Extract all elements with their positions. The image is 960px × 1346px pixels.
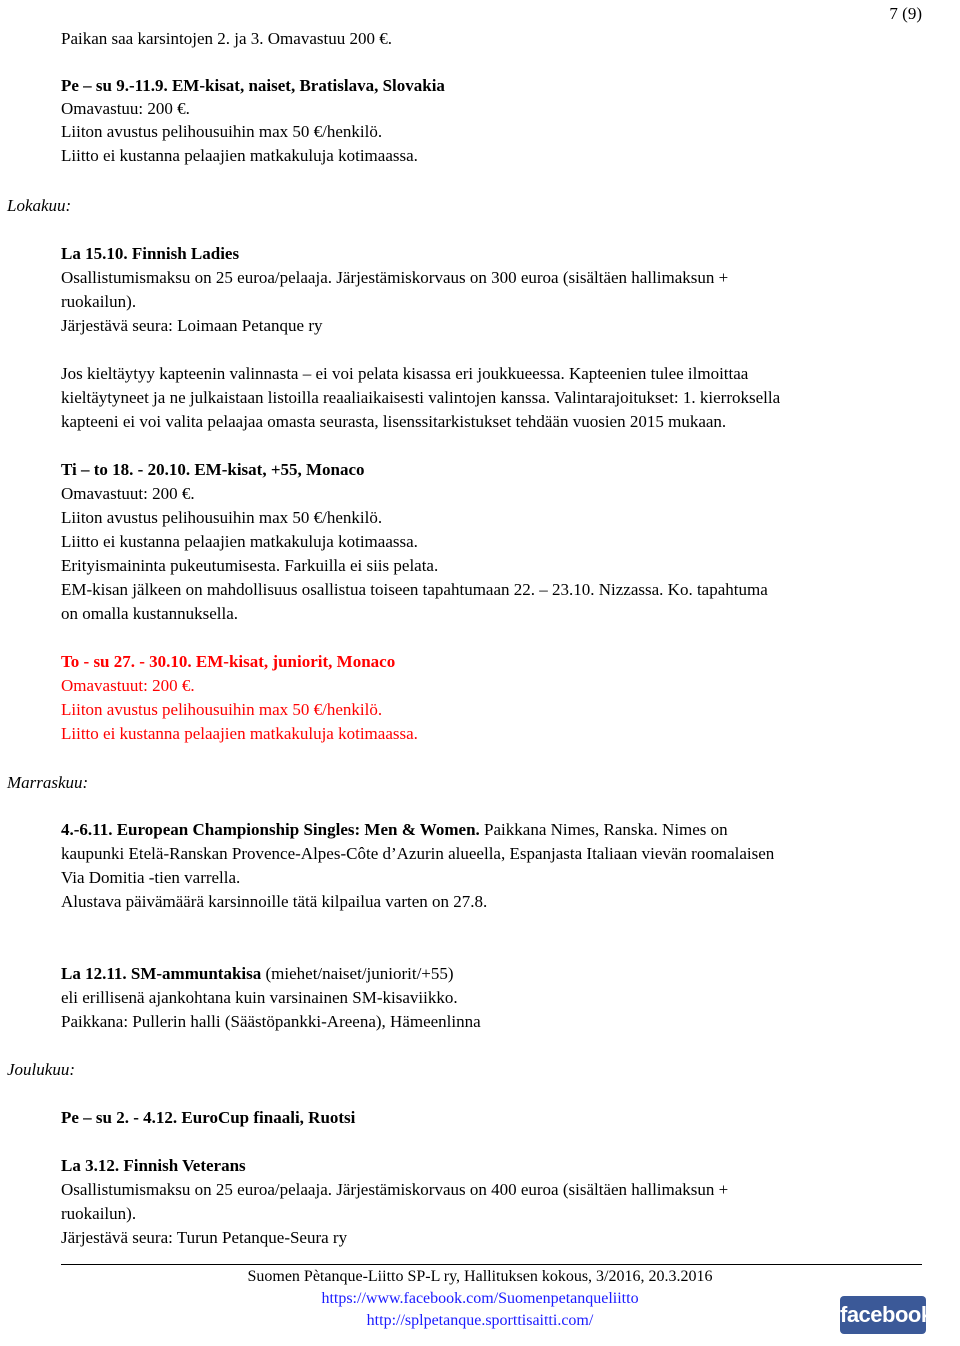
facebook-badge-icon[interactable]: facebook xyxy=(840,1296,926,1334)
text-line: EM-kisan jälkeen on mahdollisuus osallistua toiseen tapahtumaan 22. – 23.10. Nizzassa. Ko. tapahtuma xyxy=(61,580,768,599)
text-line: kieltäytyneet ja ne julkaistaan listoilla reaaliaikaisesti valintojen kanssa. Valintarajoitukset: 1. kierroksella xyxy=(61,388,781,407)
event-title-rest: (miehet/naiset/juniorit/+55) xyxy=(261,964,454,983)
footer-divider xyxy=(61,1264,922,1265)
event-title-rest: Paikkana Nimes, Ranska. Nimes on xyxy=(479,820,728,839)
text-line: Liitto ei kustanna pelaajien matkakuluja kotimaassa. xyxy=(61,146,418,165)
text-line: ruokailun). xyxy=(61,1204,137,1223)
event-title xyxy=(61,243,239,265)
event-title-text: Ti – to 18. - 20.10. EM-kisat, +55, Monaco xyxy=(61,460,365,479)
event-title xyxy=(61,459,365,481)
text-line: kapteeni ei voi valita pelaajaa omasta seurasta, lisenssitarkistukset tehdään vuosien 2015 mukaan. xyxy=(61,412,727,431)
text-line: Via Domitia -tien varrella. xyxy=(61,868,241,887)
event-title xyxy=(61,75,445,97)
section-label-marraskuu: Marraskuu: xyxy=(7,773,89,792)
text-line: Omavastuut: 200 €. xyxy=(61,484,195,503)
text-line: Omavastuu: 200 €. xyxy=(61,99,190,118)
text-line: Liitto ei kustanna pelaajien matkakuluja kotimaassa. xyxy=(61,724,418,743)
text-line: Omavastuut: 200 €. xyxy=(61,676,195,695)
event-title-text: La 12.11. SM-ammuntakisa xyxy=(61,964,262,983)
page-number: 7 (9) xyxy=(889,4,922,23)
event-title xyxy=(61,1107,355,1129)
footer-site-link[interactable]: http://splpetanque.sporttisaitti.com/ xyxy=(366,1312,594,1329)
footer-facebook-link[interactable]: https://www.facebook.com/Suomenpetanqueliitto xyxy=(321,1290,639,1307)
text-line: on omalla kustannuksella. xyxy=(61,604,239,623)
text-line: Liiton avustus pelihousuihin max 50 €/henkilö. xyxy=(61,508,383,527)
text-line: Alustava päivämäärä karsinnoille tätä kilpailua varten on 27.8. xyxy=(61,892,488,911)
event-title-text: Pe – su 2. - 4.12. EuroCup finaali, Ruotsi xyxy=(61,1108,356,1127)
text-line: Osallistumismaksu on 25 euroa/pelaaja. Järjestämiskorvaus on 300 euroa (sisältäen hallimaksun + xyxy=(61,268,729,287)
event-title-text: La 3.12. Finnish Veterans xyxy=(61,1156,246,1175)
event-title-text: Pe – su 9.-11.9. EM-kisat, naiset, Bratislava, Slovakia xyxy=(61,76,445,95)
event-title xyxy=(61,651,395,673)
text-line: Paikan saa karsintojen 2. ja 3. Omavastuu 200 €. xyxy=(61,29,392,48)
text-line: Paikkana: Pullerin halli (Säästöpankki-Areena), Hämeenlinna xyxy=(61,1012,481,1031)
text-line: Liitto ei kustanna pelaajien matkakuluja kotimaassa. xyxy=(61,532,418,551)
event-title xyxy=(61,819,728,841)
text-line: Järjestävä seura: Loimaan Petanque ry xyxy=(61,316,323,335)
text-line: Erityismaininta pukeutumisesta. Farkuilla ei siis pelata. xyxy=(61,556,439,575)
event-title xyxy=(61,1155,246,1177)
text-line: Liiton avustus pelihousuihin max 50 €/henkilö. xyxy=(61,700,383,719)
section-label-lokakuu: Lokakuu: xyxy=(7,196,72,215)
event-title-text: 4.-6.11. European Championship Singles: Men & Women. xyxy=(61,820,480,839)
text-line: Jos kieltäytyy kapteenin valinnasta – ei voi pelata kisassa eri joukkueessa. Kapteenien tulee ilmoittaa xyxy=(61,364,749,383)
event-title xyxy=(61,963,454,985)
text-line: ruokailun). xyxy=(61,292,137,311)
text-line: Järjestävä seura: Turun Petanque-Seura ry xyxy=(61,1228,348,1247)
text-line: eli erillisenä ajankohtana kuin varsinainen SM-kisaviikko. xyxy=(61,988,458,1007)
text-line: Osallistumismaksu on 25 euroa/pelaaja. Järjestämiskorvaus on 400 euroa (sisältäen hallimaksun + xyxy=(61,1180,729,1199)
text-line: Liiton avustus pelihousuihin max 50 €/henkilö. xyxy=(61,122,383,141)
section-label-joulukuu: Joulukuu: xyxy=(7,1060,75,1079)
event-title-text: To - su 27. - 30.10. EM-kisat, juniorit, Monaco xyxy=(61,652,396,671)
footer-organization: Suomen Pètanque-Liitto SP-L ry, Hallituksen kokous, 3/2016, 20.3.2016 xyxy=(247,1268,713,1285)
event-title-text: La 15.10. Finnish Ladies xyxy=(61,244,240,263)
text-line: kaupunki Etelä-Ranskan Provence-Alpes-Côte d’Azurin alueella, Espanjasta Italiaan vievän roomalaisen xyxy=(61,844,775,863)
